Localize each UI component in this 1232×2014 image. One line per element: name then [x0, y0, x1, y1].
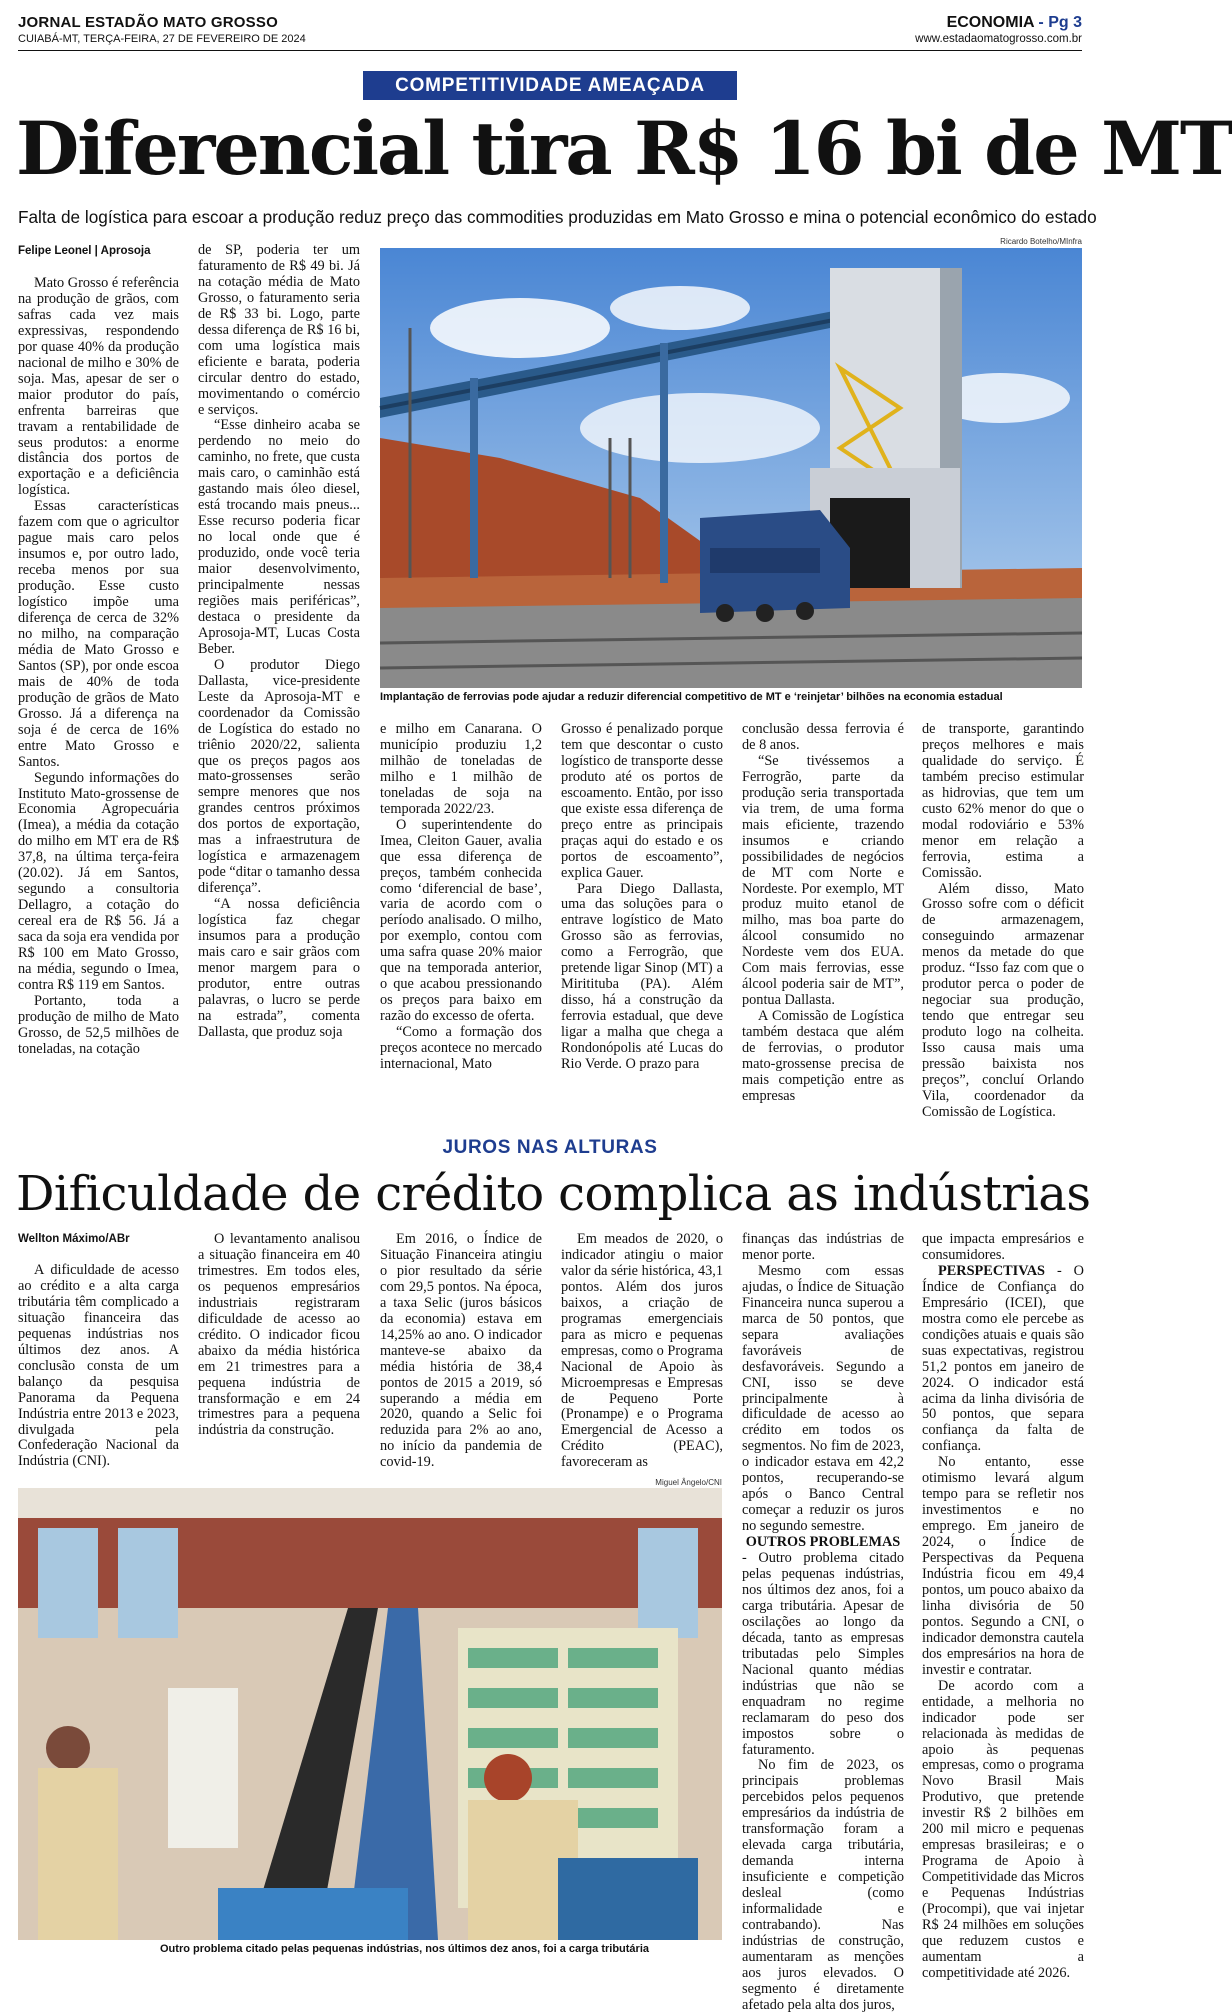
railway-photo	[380, 248, 1082, 688]
paragraph: Para Diego Dallasta, uma das soluções para o entrave logístico de Mato Grosso são as ferrovias, como a Ferrogrão, que pretende ligar Sinop (MT) a Miritituba (PA). Além disso, há a construção da ferrovia estadual, que deve ligar a malha que chega a Rondonópolis até Lucas do Rio Verde. O prazo para	[561, 880, 723, 1073]
paragraph: Além disso, Mato Grosso sofre com o déficit de armazenagem, conseguindo armazenar menos da metade do que produz. “Isso faz com que o produtor perca o poder de negociar sua produção, tendo que entregar seu produto logo na colheita. Isso causa mais uma pressão baixista nos preços”, concluí Orlando Vila, coordenador da Comissão de Logística.	[922, 880, 1084, 1120]
article2-photo-caption: Outro problema citado pelas pequenas indústrias, nos últimos dez anos, foi a carga tributária	[160, 1943, 649, 1955]
article2-column-5	[742, 1231, 904, 2013]
paragraph: finanças das indústrias de menor porte.	[742, 1231, 904, 1263]
article2-column-2	[198, 1232, 360, 1468]
section-separator: -	[1033, 14, 1049, 31]
section-name: ECONOMIA	[946, 14, 1034, 31]
article1-column-6	[922, 721, 1084, 1120]
article1-kicker: COMPETITIVIDADE AMEAÇADA	[363, 71, 737, 100]
paragraph: Mato Grosso é referência na produção de grãos, com safras cada vez mais expressivas, respondendo por quase 40% da produção nacional de milho e 30% de soja. Mas, apesar de ser o maior produtor do país, enfrenta barreiras que travam a rentabilidade de seus produtos: a enorme distância dos portos de exportação e a deficiência logística.	[18, 275, 179, 499]
article1-photo-credit: Ricardo Botelho/MInfra	[1000, 237, 1082, 246]
article1-headline: Diferencial tira R$ 16 bi de MT	[16, 106, 1232, 192]
article2-byline: Wellton Máximo/ABr	[18, 1233, 130, 1245]
article1-column-3	[380, 722, 542, 1116]
paragraph: O produtor Diego Dallasta, vice-presidente Leste da Aprosoja-MT e coordenador da Comissão de Logística do estado no triênio 2020/22, salienta que os preços pagos aos mato-grossenses serão sempre menores que nos grandes centros próximos dos portos de exportação, mas a infraestrutura de logística e armazenagem pode “ditar o tamanho dessa diferença”.	[198, 656, 360, 897]
paragraph: Portanto, toda a produção de milho de Mato Grosso, de 52,5 milhões de toneladas, na cotação	[18, 992, 179, 1057]
paragraph: A dificuldade de acesso ao crédito e a alta carga tributária têm complicado a situação financeira das pequenas indústrias nos últimos dez anos. A conclusão consta de um balanço da pesquisa Panorama da Pequena Indústria entre 2013 e 2023, divulgada pela Confederação Nacional da Indústria (CNI).	[18, 1262, 179, 1470]
article2-column-4	[561, 1231, 723, 1471]
paragraph: Mesmo com essas ajudas, o Índice de Situação Financeira nunca superou a marca de 50 pontos, que separa avaliações favoráveis de desfavoráveis. Segundo a CNI, isso se deve principalmente à dificuldade de acesso ao crédito em todos os segmentos. No fim de 2023, o indicador estava em 42,2 pontos, recuperando-se após o Banco Central começar a reduzir os juros no segundo semestre.	[742, 1262, 904, 1535]
article1-subhead: Falta de logística para escoar a produção reduz preço das commodities produzidas em Mato Grosso e mina o potencial econômico do estado	[18, 207, 1097, 227]
article1-column-5	[742, 722, 904, 1116]
section-subtitle: OUTROS PROBLEMAS	[745, 1534, 901, 1551]
paragraph: “Se tivéssemos a Ferrogrão, parte da produção seria transportada via trem, de uma forma mais eficiente, trazendo insumos e criando possibilidades de negócios de MT com Norte e Nordeste. Por exemplo, MT produz muito etanol de milho, mas boa parte do álcool consumido no Nordeste vem dos EUA. Com mais ferrovias, esse álcool poderia sair de MT”, pontua Dallasta.	[742, 752, 904, 1009]
paragraph: O superintendente do Imea, Cleiton Gauer, avalia que essa diferença de preços, também conhecida como ‘diferencial de base’, varia de acordo com o período analisado. O milho, por exemplo, contou com uma safra quase 20% maior que na temporada anterior, o que acabou pressionando os preços para baixo em razão do excesso de oferta.	[380, 816, 542, 1025]
article1-byline: Felipe Leonel | Aprosoja	[18, 245, 151, 257]
page-number: Pg 3	[1048, 14, 1082, 31]
paragraph: No entanto, esse otimismo levará algum tempo para se refletir nos investimentos e no emprego. Em janeiro de 2024, o Índice de Perspectivas da Pequena Indústria ficou em 49,4 pontos, um pouco abaixo da linha divisória de 50 pontos. Segundo a CNI, o indicador demonstra cautela dos empresários na hora de investir e contratar.	[922, 1454, 1084, 1678]
newspaper-name: JORNAL ESTADÃO MATO GROSSO	[18, 14, 278, 31]
article2-column-3	[380, 1231, 542, 1471]
article2-photo-credit: Miguel Ângelo/CNI	[655, 1478, 722, 1487]
masthead	[18, 14, 306, 46]
article1-column-1	[18, 276, 179, 1116]
paragraph: Segundo informações do Instituto Mato-grossense de Economia Agropecuária (Imea), a média da cotação do milho em MT era de R$ 37,8, na última terça-feira (20.02). Já em Santos, segundo a consultoria Dellagro, a cotação do cereal era de R$ 56. Já a saca da soja era vendida por R$ 100 em Mato Grosso, na média, segundo o Imea, contra R$ 119 em Santos.	[18, 769, 179, 993]
paragraph: Em 2016, o Índice de Situação Financeira atingiu o pior resultado da série com 29,5 pontos. Na época, a taxa Selic (juros básicos da economia) estava em 14,25% ao ano. O indicador manteve-se abaixo da média história de 38,4 pontos de 2015 a 2019, só superando a média em 2020, quando a Selic foi reduzida para 2% ao ano, no início da pandemia de covid-19.	[380, 1231, 542, 1471]
paragraph: conclusão dessa ferrovia é de 8 anos.	[742, 721, 904, 753]
paragraph: De acordo com a entidade, a melhoria no indicador pode ser relacionada às medidas de apoio às pequenas empresas, como o programa Novo Brasil Mais Produtivo, que pretende investir R$ 2 bilhões em 200 mil micro e pequenas empresas brasileiras; e o Programa de Apoio à Competitividade das Micros e Pequenas Indústrias (Procompi), que vai injetar R$ 24 milhões em soluções que reduzem custos e aumentam a competitividade até 2026.	[922, 1677, 1085, 1981]
article2-kicker: JUROS NAS ALTURAS	[442, 1137, 658, 1158]
article1-column-4	[561, 722, 723, 1116]
article2-headline: Dificuldade de crédito complica as indústrias	[16, 1166, 1091, 1222]
paragraph: que impacta empresários e consumidores.	[922, 1231, 1084, 1263]
factory-floor-illustration	[18, 1488, 722, 1940]
paragraph: e milho em Canarana. O município produziu 1,2 milhão de toneladas de milho e 1 milhão de toneladas de soja na temporada 2022/23.	[380, 721, 542, 817]
article1-column-2	[198, 242, 360, 1040]
paragraph: A Comissão de Logística também destaca que além de ferrovias, o produtor mato-grossense precisa de mais competição entre as empresas	[742, 1008, 904, 1104]
paragraph: Essas características fazem com que o agricultor pague mais caro pelos insumos e, por outro lado, receba menos por sua produção. Esse custo logístico impõe uma diferença de cerca de 32% no milho, na comparação média de Mato Grosso e Santos (SP), por onde escoa mais de 40% de toda produção de grãos de Mato Grosso. Já a diferença na soja é de cerca de 16% entre Mato Grosso e Santos.	[18, 498, 179, 770]
paragraph: - Outro problema citado pelas pequenas indústrias, nos últimos dez anos, foi a carga tributária. Apesar de oscilações ao longo da década, tanto as empresas tributadas pelo Simples Nacional quanto médias indústrias que não se enquadram no regime reclamaram do peso dos impostos sobre o faturamento.	[742, 1550, 904, 1758]
website-link[interactable]: www.estadaomatogrosso.com.br	[915, 33, 1082, 45]
dateline: CUIABÁ-MT, TERÇA-FEIRA, 27 DE FEVEREIRO DE 2024	[18, 33, 306, 45]
factory-photo	[18, 1488, 722, 1940]
section-header	[915, 14, 1082, 46]
paragraph: “A nossa deficiência logística faz chegar insumos para a produção mais caro e sair grãos com menor margem para o produtor, entre outras palavras, o lucro se perde na estrada”, comenta Dallasta, que produz soja	[198, 896, 360, 1040]
article1-column-2b	[198, 718, 360, 1116]
paragraph: No fim de 2023, os principais problemas percebidos pelos pequenos empresários da indústria de transformação foram a elevada carga tributária, demanda interna insuficiente e competição desleal (como informalidade e contrabando). Nas indústrias de construção, aumentaram as menções aos juros elevados. O segmento é diretamente afetado pela alta dos juros,	[742, 1757, 904, 2013]
header-rule	[18, 50, 1082, 51]
paragraph: “Como a formação dos preços acontece no mercado internacional, Mato	[380, 1024, 542, 1073]
article2-column-1	[18, 1263, 179, 1468]
paragraph: de SP, poderia ter um faturamento de R$ 49 bi. Já na cotação média de Mato Grosso, o faturamento seria de R$ 33 bi. Logo, parte dessa diferença de R$ 16 bi, com uma logística mais eficiente e barata, poderia circular dentro do estado, movimentando o comércio e serviços.	[198, 242, 360, 418]
paragraph: “Esse dinheiro acaba se perdendo no meio do caminho, no frete, que custa mais caro, o caminhão está gastando mais óleo diesel, está trocando mais pneus... Esse recurso poderia ficar no local onde que é produzido, onde você teria maior desenvolvimento, principalmente nessas regiões mais periféricas”, destaca o presidente da Aprosoja-MT, Lucas Costa Beber.	[198, 417, 360, 657]
railway-terminal-illustration	[380, 248, 1082, 688]
article2-column-6	[922, 1231, 1085, 1981]
paragraph: Em meados de 2020, o indicador atingiu o maior valor da série histórica, 43,1 pontos. Além dos juros baixos, a criação de programas emergenciais para as micro e pequenas empresas, como o Programa Nacional de Apoio às Microempresas e Empresas de Pequeno Porte (Pronampe) e o Programa Emergencial de Acesso a Crédito (PEAC), favoreceram as	[561, 1231, 723, 1471]
paragraph: de transporte, garantindo preços melhores e mais qualidade do serviço. É também preciso estimular as hidrovias, que tem um custo 62% menor do que o modal rodoviário e 53% menor em relação a ferrovia, estima a Comissão.	[922, 721, 1084, 881]
article1-photo-caption: Implantação de ferrovias pode ajudar a reduzir diferencial competitivo de MT e ‘reinjetar’ bilhões na economia estadual	[380, 691, 1003, 703]
paragraph: Grosso é penalizado porque tem que descontar o custo logístico de transporte desse produto até os portos de escoamento. Então, por isso que existe essa diferença de preço entre as principais praças aqui do estado e os portos de escoamento”, explica Gauer.	[561, 721, 723, 881]
paragraph: - O Índice de Confiança do Empresário (ICEI), que mostra como ele percebe as condições atuais e quais são suas expectativas, registrou 51,2 pontos em janeiro de 2024. O indicador está acima da linha divisória de 50 pontos, que separa confiança da falta de confiança.	[922, 1262, 1084, 1455]
lead-in: PERSPECTIVAS	[938, 1262, 1045, 1279]
paragraph: O levantamento analisou a situação financeira em 40 trimestres. Em todos eles, os pequenos empresários industriais registraram dificuldade de acesso ao crédito. O indicador ficou abaixo da média histórica em 21 trimestres para a pequena indústria de transformação e em 24 trimestres para a pequena indústria da construção.	[198, 1231, 360, 1439]
